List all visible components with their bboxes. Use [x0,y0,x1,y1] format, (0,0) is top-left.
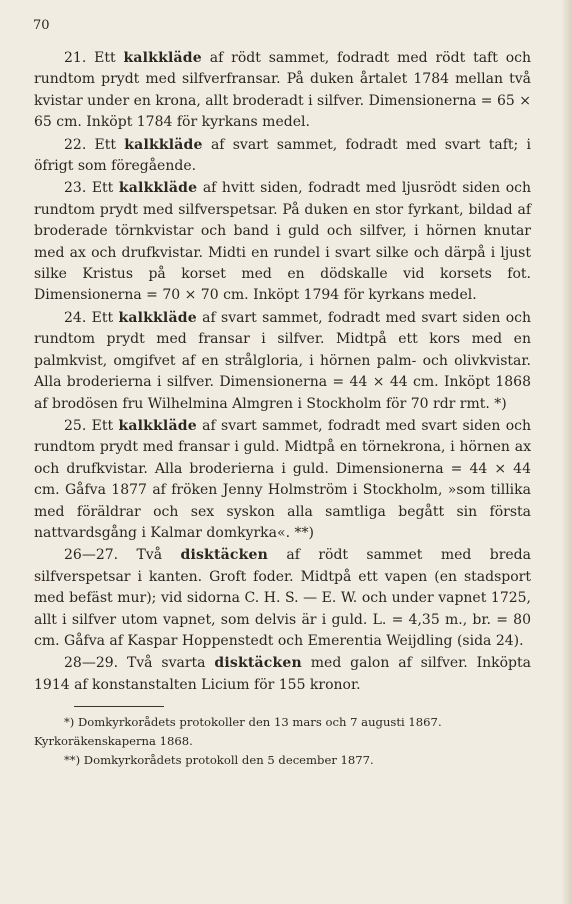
entry-lead: 22. Ett [64,136,125,153]
entry-text: af hvitt siden, fodradt med ljusrödt siden och rundtom prydt med silfverspetsar. På duken en stor fyrkant, bildad af broderade törnkvistar och band i guld och silfver, i hörnen knutar med ax och drufkvistar. Midti en rundel i svart silke och därpå i ljust silke Kristus på korset med en dödskalle vid korsets fot. Dimensionerna = 70 × 70 cm. Inköpt 1794 för kyrkans medel. [34,180,532,304]
entry-24 [34,308,531,415]
entry-23 [34,178,531,306]
entry-text: af rödt sammet med breda silfverspetsar i kanten. Groft foder. Midtpå ett vapen (en stadsport med befäst mur); vid sidorna C. H. S. — E. W. och under vapnet 1725, allt i silfver utom vapnet, som delvis är i guld. L. = 4,35 m., br. = 80 cm. Gåfva af Kaspar Hoppenstedt och Emerentia Weijdling (sida 24). [34,547,531,649]
entry-lead: 26—27. Två [64,547,181,564]
entry-keyword: kalkkläde [118,180,198,197]
entry-26-27 [34,545,531,652]
entry-text: af svart sammet, fodradt med svart siden och rundtom prydt med fransar i silfver. Midtpå ett kors med en palmkvist, omgifvet af en strålgloria, i hörnen palm- och olivkvistar. Alla broderierna i silfver. Dimensionerna = 44 × 44 cm. Inköpt 1868 af brodösen fru Wilhelmina Almgren i Stockholm för 70 rdr rmt. *) [34,309,532,412]
entry-lead: 21. Ett [64,50,124,66]
page-number: 70 [33,18,50,33]
entry-keyword: disktäcken [214,655,302,672]
footnote-separator [74,706,164,707]
entry-keyword: kalkkläde [124,136,203,153]
entry-lead: 25. Ett [64,417,119,434]
entry-21 [34,48,531,134]
entry-keyword: kalkkläde [118,309,197,326]
entry-text: med galon af silfver. Inköpta 1914 af konstanstalten Licium för 155 kronor. [34,655,531,693]
entry-text: af svart sammet, fodradt med svart siden och rundtom prydt med fransar i guld. Midtpå en törnekrona, i hörnen ax och drufkvistar. Alla broderierna i guld. Dimensionerna = 44 × 44 cm. Gåfva 1877 af fröken Jenny Holmström i Stockholm, »som tillika med föräldrar och sex syskon alla samtliga begått sin första nattvardsgång i Kalmar domkyrka«. **) [34,417,532,541]
entry-28-29 [34,653,531,696]
entry-text: af svart sammet, fodradt med svart taft; i öfrigt som föregående. [34,136,531,175]
entry-lead: 23. Ett [64,180,119,197]
page-edge [561,0,571,904]
entry-25 [34,416,531,544]
entry-keyword: disktäcken [180,547,269,564]
entry-text: af rödt sammet, fodradt med rödt taft och rundtom prydt med silfverfransar. På duken årtalet 1784 mellan två kvistar under en krona, allt broderadt i silfver. Dimensionerna = 65 × 65 cm. Inköpt 1784 för kyrkans medel. [34,50,532,131]
page-body [34,48,531,770]
footnote-1: *) Domkyrkorådets protokoller den 13 mars och 7 augusti 1867. [64,715,442,730]
footnote-2: **) Domkyrkorådets protokoll den 5 december 1877. [64,753,374,768]
entry-22 [34,135,531,178]
entry-lead: 24. Ett [64,309,119,326]
entry-lead: 28—29. Två svarta [64,655,215,672]
entry-keyword: kalkkläde [123,50,202,66]
entry-keyword: kalkkläde [118,417,197,434]
footnote-1-continued: Kyrkoräkenskaperna 1868. [34,734,193,749]
